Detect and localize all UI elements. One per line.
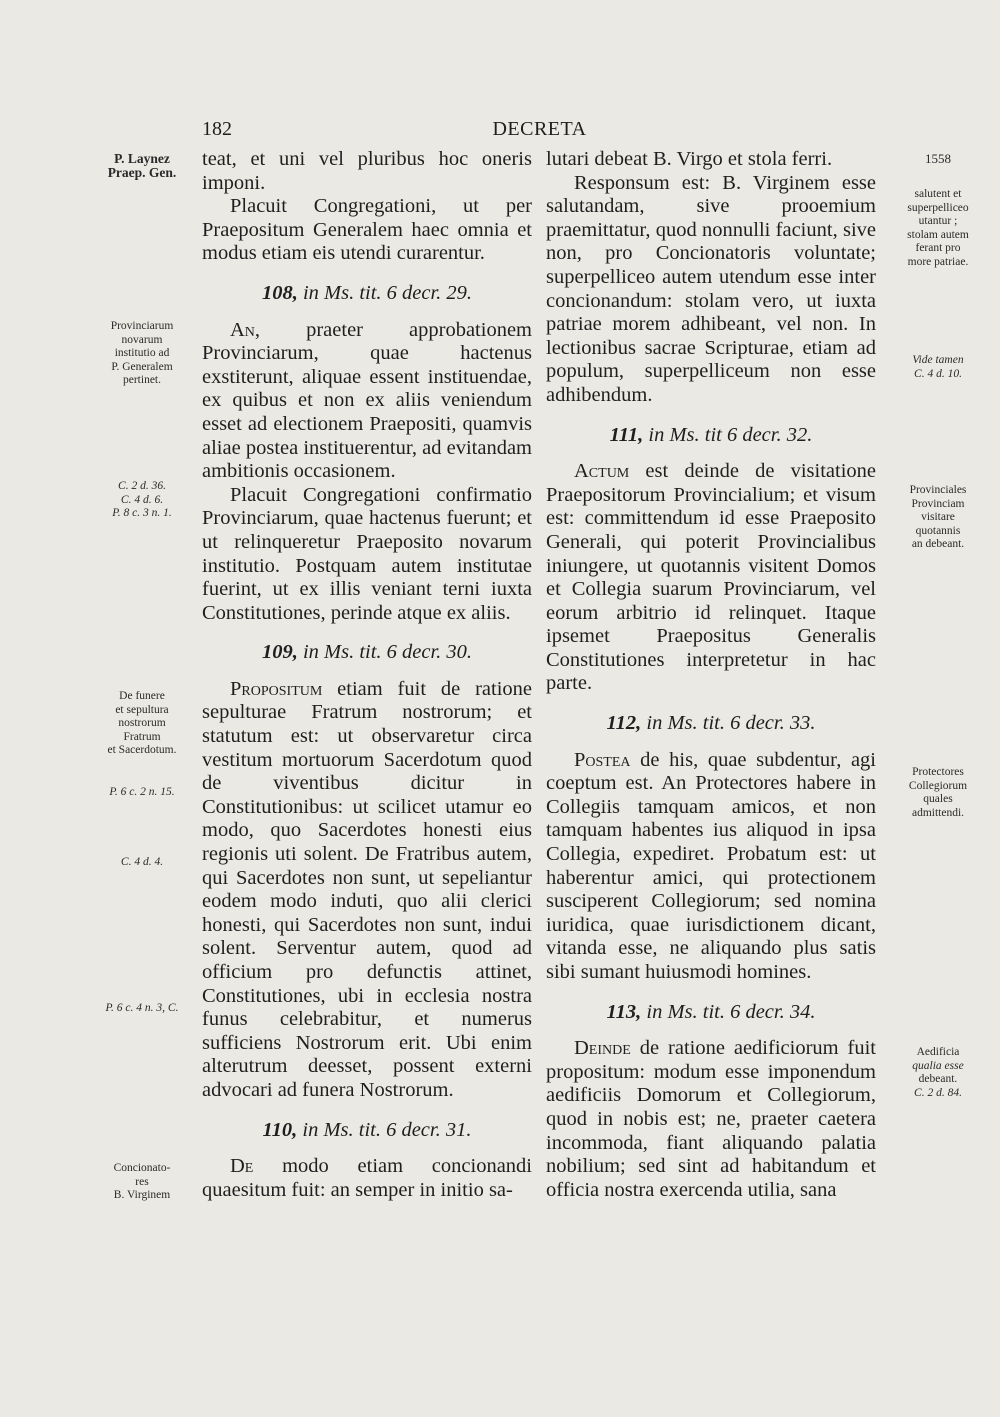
margin-note-provinces: Provinciarum novarum institutio ad P. Generalem pertinet. — [110, 320, 174, 386]
margin-note-year: 1558 — [925, 151, 951, 166]
paragraph: Placuit Congregationi confirmatio Provinciarum, quae hactenus fuerunt; et ut relinqueretur Praeposito novarum institutio. Postquam autem institutae fuerint, ut ex illis veniant terni iuxta Constitutiones, perinde atque ex aliis. — [202, 483, 532, 624]
text-column-left — [202, 148, 532, 1202]
margin-note-visitation: Provinciales Provinciam visitare quotannis an debeant. — [909, 484, 967, 550]
paragraph: Responsum est: B. Virginem esse salutandam, sive prooemium praemittatur, quod nonnulli faciunt, sive non, pro Concionatoris voluntate; superpelliceo autem utendum esse inter concionandum: stolam vero, ut iuxta patriae morem adhibeant, vel non. In lectionibus sacrae Scripturae, etiam ad populum, superpelliceum non esse adhibendum. — [546, 171, 876, 406]
margin-note-funeral: De funere et sepultura nostrorum Fratrum et Sacerdotum. — [107, 690, 177, 756]
paragraph: lutari debeat B. Virgo et stola ferri. — [546, 148, 833, 170]
decree-heading-108: 108, in Ms. tit. 6 decr. 29. — [261, 281, 473, 304]
running-title: DECRETA — [492, 118, 587, 140]
margin-note-preachers: Concionato- res B. Virginem — [113, 1162, 171, 1201]
paragraph: teat, et uni vel pluribus hoc oneris imponi. — [202, 148, 532, 194]
running-header — [202, 118, 877, 148]
decree-heading-109: 109, in Ms. tit. 6 decr. 30. — [261, 641, 473, 664]
paragraph: Deinde de ratione aedificiorum fuit propositum: modum esse imponendum aedificiis Domorum et Collegiorum, quod in nobis est; ne, praeter caetera incommoda, fiant aliquando palatia nobilium; sed sint ad habitandum et officia nostra exercenda utilia, sana — [546, 1037, 876, 1201]
paragraph: Placuit Congregationi, ut per Praepositum Generalem haec omnia et modus etiam eis utendi curarentur. — [202, 195, 532, 265]
margin-note-refs-4: P. 6 c. 4 n. 3, C. — [105, 1002, 179, 1014]
decree-heading-112: 112, in Ms. tit. 6 decr. 33. — [606, 712, 816, 735]
paragraph: De modo etiam concionandi quaesitum fuit: an semper in initio sa- — [202, 1155, 532, 1201]
paragraph: An, praeter approbationem Provinciarum, quae hactenus exstiterunt, aliquae essent instituendae, ex quibus et non ex aliis veniendum esset ad electionem Praepositi, quamvis aliae postea instituerentur, ad evitandam ambitionis occasionem. — [202, 318, 532, 483]
margin-note-refs-1: C. 2 d. 36. C. 4 d. 6. P. 8 c. 3 n. 1. — [112, 480, 172, 519]
margin-note-surplice: salutent et superpelliceo utantur ; stolam autem ferant pro more patriae. — [907, 188, 969, 268]
paragraph: Actum est deinde de visitatione Praepositorum Provincialium; et visum est: committendum id esse Praeposito Generali, qui poterit Provincialibus iniungere, ut quotannis visitent Domos et Collegia suarum Provinciarum, vel eorum arbitrio id relinquet. Itaque ipsemet Praepositus Generalis Constitutiones interpretetur in hac parte. — [546, 460, 876, 695]
margin-note-buildings: Aedificia qualia esse debeant. C. 2 d. 84. — [912, 1046, 964, 1099]
paragraph: Postea de his, quae subdentur, agi coeptum est. An Protectores habere in Collegiis tamquam amicos, et non tamquam habentes ius aliquod in ipsa Collegia, expediret. Probatum est: ut haberentur amici, qui protectionem susciperent Collegiorum; sed nomina iuridica, quae iurisdictionem dicant, vitanda esse, ne aliquando plus satis sibi sumant huiusmodi homines. — [546, 748, 876, 983]
decree-heading-113: 113, in Ms. tit. 6 decr. 34. — [606, 1000, 816, 1023]
margin-note-refs-2: P. 6 c. 2 n. 15. — [109, 786, 175, 798]
page-number: 182 — [202, 118, 232, 140]
decree-heading-111: 111, in Ms. tit 6 decr. 32. — [609, 423, 813, 446]
paragraph: Propositum etiam fuit de ratione sepulturae Fratrum nostrorum; et statutum est: ut observaretur circa vestitum mortuorum Sacerdotum quod de viventibus dicitur in Constitutionibus: ut scilicet utamur eo modo, quo Sacerdotes honesti eius regionis uti solent. De Fratribus autem, qui Sacerdotes non sunt, ut sepeliantur eodem modo induti, quo alii clerici honesti, qui Sacerdotes non sunt, indui solent. Serventur autem, quod ad officium pro defunctis attinet, Constitutiones, ubi in ecclesia nostra funus celebrabitur, et numerus sufficiens Nostrorum erit. Ubi enim alterutrum deesset, possent externi advocari ad funera Nostrorum. — [202, 677, 532, 1101]
margin-note-author: P. Laynez Praep. Gen. — [107, 151, 177, 180]
margin-note-vide: Vide tamen C. 4 d. 10. — [912, 354, 964, 380]
margin-note-refs-3: C. 4 d. 4. — [120, 856, 164, 868]
margin-note-protectors: Protectores Collegiorum quales admittendi. — [908, 766, 968, 819]
decree-heading-110: 110, in Ms. tit. 6 decr. 31. — [262, 1118, 472, 1141]
text-column-right — [546, 148, 876, 1202]
